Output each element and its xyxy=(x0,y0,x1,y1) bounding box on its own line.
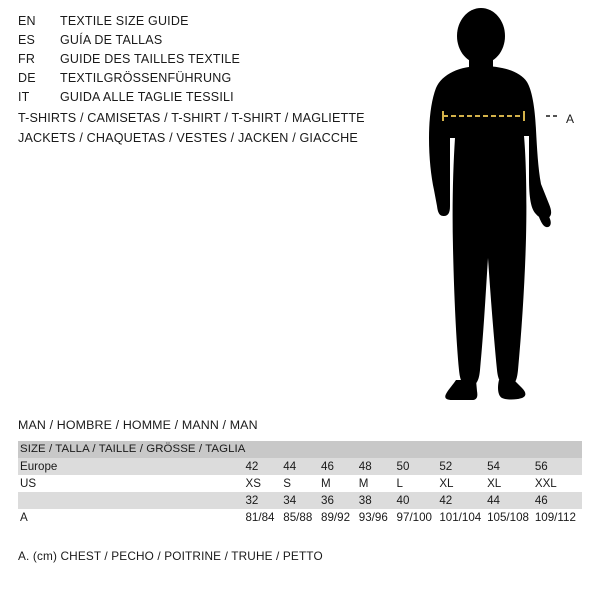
row-cell: 46 xyxy=(535,492,582,509)
legend-row xyxy=(18,33,378,52)
legend-row xyxy=(18,14,378,33)
row-cell: 89/92 xyxy=(321,509,359,526)
legend-row xyxy=(18,90,378,109)
row-cell: 32 xyxy=(245,492,283,509)
row-cell: 42 xyxy=(439,492,487,509)
legend-language-text: TEXTILGRÖSSENFÜHRUNG xyxy=(60,71,232,85)
table-header-row xyxy=(18,441,582,458)
row-cell: 54 xyxy=(487,458,535,475)
row-label xyxy=(18,492,245,509)
table-title-man: MAN / HOMBRE / HOMME / MANN / MAN xyxy=(18,418,258,432)
legend-language-text: TEXTILE SIZE GUIDE xyxy=(60,14,189,28)
row-cell: XL xyxy=(487,475,535,492)
row-cell: 40 xyxy=(397,492,440,509)
size-table xyxy=(18,441,582,526)
row-cell: 36 xyxy=(321,492,359,509)
row-cell: 101/104 xyxy=(439,509,487,526)
table-header-cell xyxy=(359,441,397,458)
garment-categories xyxy=(18,111,438,151)
table-header-cell xyxy=(535,441,582,458)
table-row xyxy=(18,492,582,509)
row-cell: XL xyxy=(439,475,487,492)
legend-language-code: ES xyxy=(18,33,36,47)
row-cell: 105/108 xyxy=(487,509,535,526)
table-row xyxy=(18,475,582,492)
silhouette-svg xyxy=(398,8,594,408)
male-silhouette-figure xyxy=(398,8,594,408)
row-cell: 48 xyxy=(359,458,397,475)
table-header-cell xyxy=(487,441,535,458)
category-tshirts: T-SHIRTS / CAMISETAS / T-SHIRT / T-SHIRT / MAGLIETTE xyxy=(18,111,365,125)
row-cell: 34 xyxy=(283,492,321,509)
row-cell: XXL xyxy=(535,475,582,492)
row-cell: 81/84 xyxy=(245,509,283,526)
row-label: US xyxy=(18,475,245,492)
row-cell: 97/100 xyxy=(397,509,440,526)
row-cell: 93/96 xyxy=(359,509,397,526)
row-cell: 46 xyxy=(321,458,359,475)
row-cell: M xyxy=(321,475,359,492)
table-row xyxy=(18,509,582,526)
row-cell: 44 xyxy=(487,492,535,509)
legend-language-text: GUIDA ALLE TAGLIE TESSILI xyxy=(60,90,234,104)
row-cell: M xyxy=(359,475,397,492)
table-header-cell xyxy=(283,441,321,458)
legend-language-code: FR xyxy=(18,52,36,66)
table-header-cell xyxy=(321,441,359,458)
category-jackets: JACKETS / CHAQUETAS / VESTES / JACKEN / GIACCHE xyxy=(18,131,358,145)
table-header-cell xyxy=(245,441,283,458)
legend-language-text: GUIDE DES TAILLES TEXTILE xyxy=(60,52,241,66)
legend-language-code: DE xyxy=(18,71,36,85)
row-cell: 42 xyxy=(245,458,283,475)
row-cell: 85/88 xyxy=(283,509,321,526)
legend-language-text: GUÍA DE TALLAS xyxy=(60,33,163,47)
row-cell: 44 xyxy=(283,458,321,475)
row-label: A xyxy=(18,509,245,526)
row-cell: 52 xyxy=(439,458,487,475)
row-cell: L xyxy=(397,475,440,492)
legend-row xyxy=(18,71,378,90)
row-cell: 38 xyxy=(359,492,397,509)
legend-language-code: EN xyxy=(18,14,36,28)
legend-language-code: IT xyxy=(18,90,30,104)
row-cell: 109/112 xyxy=(535,509,582,526)
legend-row xyxy=(18,52,378,71)
table-header-cell xyxy=(397,441,440,458)
language-legend xyxy=(18,14,378,109)
row-label: Europe xyxy=(18,458,245,475)
table-header-size: SIZE / TALLA / TAILLE / GRÖSSE / TAGLIA xyxy=(18,441,245,458)
row-cell: 56 xyxy=(535,458,582,475)
chest-measure-label: A xyxy=(566,112,575,126)
row-cell: S xyxy=(283,475,321,492)
row-cell: 50 xyxy=(397,458,440,475)
table-footnote: A. (cm) CHEST / PECHO / POITRINE / TRUHE / PETTO xyxy=(18,549,323,563)
row-cell: XS xyxy=(245,475,283,492)
table-header-cell xyxy=(439,441,487,458)
table-row xyxy=(18,458,582,475)
